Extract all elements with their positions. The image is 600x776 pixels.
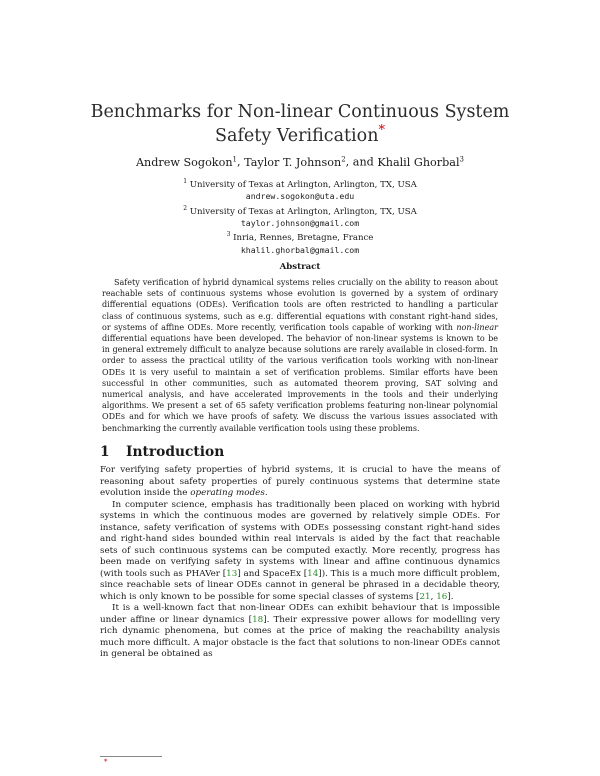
section-title: Introduction — [126, 444, 225, 460]
abstract-heading: Abstract — [279, 262, 321, 272]
paragraph-3: It is a well-known fact that non-linear ODEs can exhibit behaviour that is impossible under affine or linear dynamics [18]. Their expressive power allows for modelling very rich dynamic phenomena, but comes at the price of making the reachability analysis much more difficult. A major obstacle is the fact that solutions to non-linear ODEs cannot in general be obtained as — [100, 603, 501, 659]
citation-link[interactable]: 21 — [419, 591, 431, 602]
citation-link[interactable]: 18 — [252, 614, 264, 625]
affiliation-2: $^2$ University of Texas at Arlington, Arlington, TX, USA — [183, 204, 417, 217]
footnote-mark: * — [104, 758, 108, 766]
affiliation-3-email: khalil.ghorbal@gmail.com — [240, 244, 360, 255]
title-footnote-mark: * — [378, 123, 385, 139]
affiliation-1: $^1$ University of Texas at Arlington, Arlington, TX, USA — [183, 178, 417, 190]
author-list: Andrew Sogokon$^1$, Taylor T. Johnson$^2$, and Khalil Ghorbal$^3$ — [135, 155, 465, 169]
affiliations — [150, 176, 450, 256]
author-1: Andrew Sogokon$^1$ — [135, 155, 238, 169]
citation-link[interactable]: 13 — [226, 568, 238, 579]
author-2: Taylor T. Johnson$^2$ — [244, 155, 346, 169]
citation-link[interactable]: 16 — [436, 591, 448, 602]
paper-title — [60, 100, 540, 148]
abstract-text: Safety verification of hybrid dynamical systems relies crucially on the ability to reason about reachable sets of continuous systems whose evolution is governed by a system of ordinary differential equations (ODEs). Verification tools are often restricted to handling a particular class of continuous systems, such as e.g. differential equations with constant right-hand sides, or systems of affine ODEs. More recently, verification tools capable of working with non-linear differential equations have been developed. The behavior of non-linear systems is known to be in general extremely difficult to analyze because solutions are rarely available in closed-form. In order to assess the practical utility of the various verification tools working with non-linear ODEs it is very useful to maintain a set of verification problems. Similar efforts have been successful in other communities, such as automated theorem proving, SAT solving and numerical analysis, and have accelerated improvements in the tools and their underlying algorithms. We present a set of 65 safety verification problems featuring non-linear polynomial ODEs and for which we have proofs of safety. We discuss the various issues associated with benchmarking the currently available verification tools using these problems. — [102, 278, 498, 433]
author-3: Khalil Ghorbal$^3$ — [377, 155, 465, 169]
paragraph-2: In computer science, emphasis has traditionally been placed on working with hybrid systems in which the continuous modes are governed by relatively simple ODEs. For instance, safety verification of systems with ODEs possessing constant right-hand sides and right-hand sides bounded within real intervals is aided by the fact that reachable sets of such continuous systems can be computed exactly. More recently, progress has been made on verifying safety in systems with linear and affine continuous dynamics (with tools such as PHAVer [13] and SpaceEx [14]). This is a much more difficult problem, since reachable sets of linear ODEs cannot in general be phrased in a decidable theory, which is only known to be possible for some special classes of systems [21, 16]. — [100, 499, 501, 602]
affiliation-1-email: andrew.sogokon@uta.edu — [245, 191, 355, 202]
paragraph-1: For verifying safety properties of hybrid systems, it is crucial to have the means of reasoning about safety properties of purely continuous systems that determine state evolution inside the operating modes. — [100, 465, 500, 498]
footnote-rule — [100, 756, 162, 757]
title-text: Benchmarks for Non-linear Continuous System Safety Verification — [90, 102, 510, 146]
introduction-body — [100, 465, 500, 661]
section-heading — [100, 444, 224, 460]
citation-link[interactable]: 14 — [307, 568, 319, 579]
affiliation-2-email: taylor.johnson@gmail.com — [240, 217, 360, 228]
affiliation-3: $^3$ Inria, Rennes, Bretagne, France — [226, 231, 374, 244]
section-number: 1 — [100, 444, 110, 460]
